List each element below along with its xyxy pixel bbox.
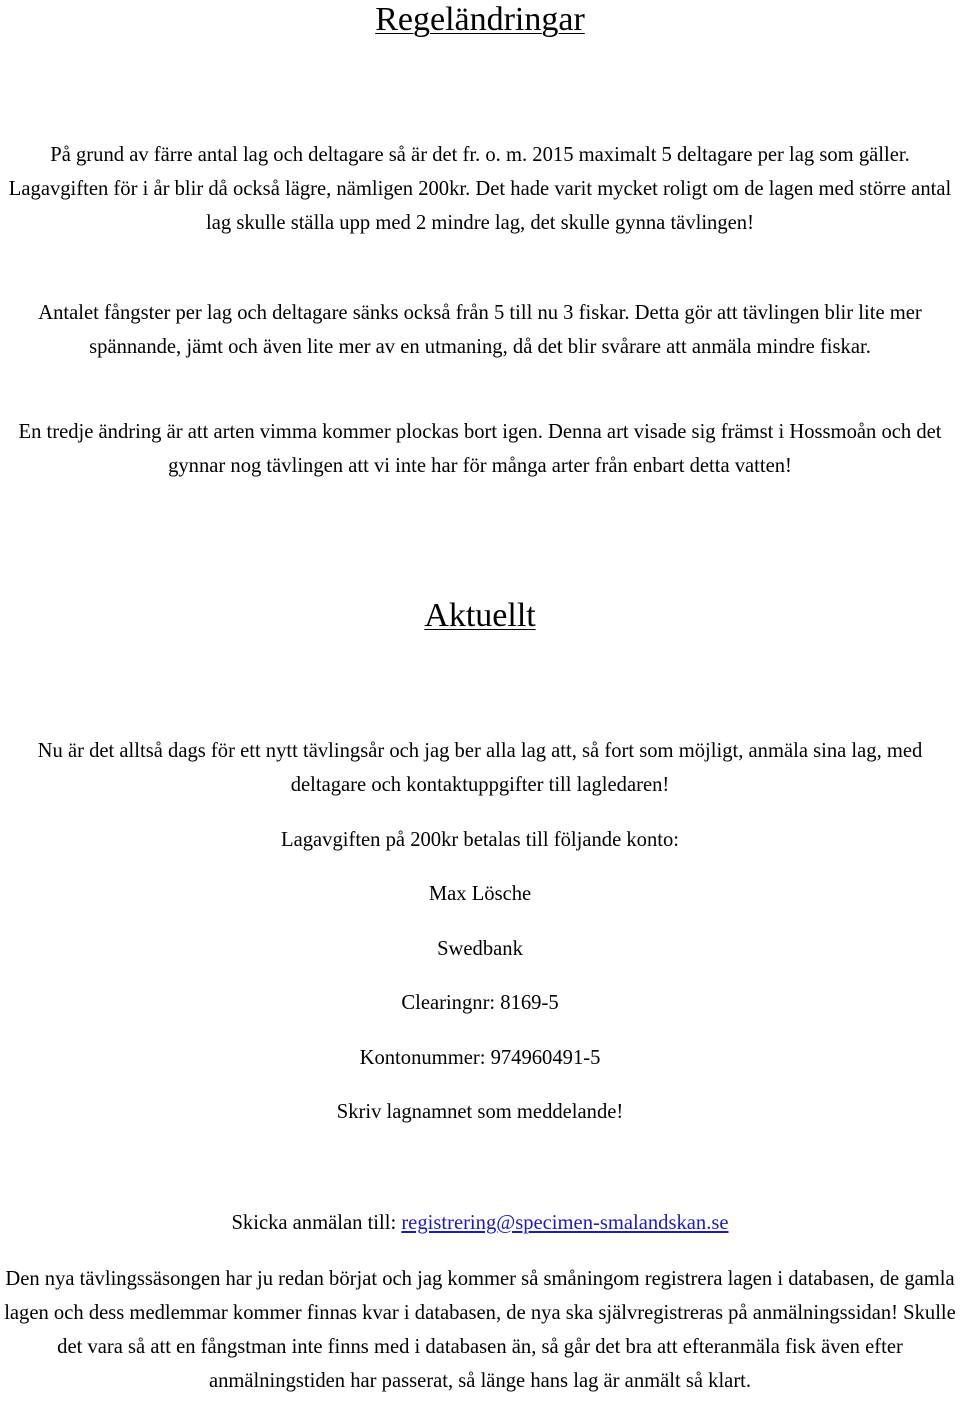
registration-intro-paragraph: Nu är det alltså dags för ett nytt tävlingsår och jag ber alla lag att, så fort som möjligt, anmäla sina lag, med deltagare och kontaktuppgifter till lagledaren! <box>37 740 923 796</box>
send-registration-label: Skicka anmälan till: <box>231 1212 402 1234</box>
send-registration-line <box>0 1208 960 1238</box>
registration-email-link[interactable]: registrering@specimen-smalandskan.se <box>401 1212 729 1234</box>
current-news-heading: Aktuellt <box>424 597 536 634</box>
rule-changes-paragraph-1: På grund av färre antal lag och deltagare så är det fr. o. m. 2015 maximalt 5 deltagare per lag som gäller. Lagavgiften för i år blir då också lägre, nämligen 200kr. Det hade varit mycket roligt om de lagen med större antal lag skulle ställa upp med 2 mindre lag, det skulle gynna tävlingen! <box>8 144 952 234</box>
closing-paragraph: Den nya tävlingssäsongen har ju redan börjat och jag kommer så småningom registrera lagen i databasen, de gamla lagen och dess medlemmar kommer finnas kvar i databasen, de nya ska självregistreras på anmälningssidan! Skulle det vara så att en fångstman inte finns med i databasen än, så går det bra att efteranmäla fisk även efter anmälningstiden har passerat, så länge hans lag är anmält så klart. <box>4 1268 956 1392</box>
payment-message-instruction: Skriv lagnamnet som meddelande! <box>336 1101 624 1123</box>
bank-name: Swedbank <box>437 938 523 960</box>
rule-changes-paragraph-3: En tredje ändring är att arten vimma kommer plockas bort igen. Denna art visade sig främst i Hossmoån och det gynnar nog tävlingen att vi inte har för många arter från enbart detta vatten! <box>18 421 942 477</box>
account-holder-name: Max Lösche <box>428 883 532 905</box>
rule-changes-heading: Regeländringar <box>375 1 585 38</box>
fee-text: Lagavgiften på 200kr betalas till följande konto: <box>280 829 680 851</box>
account-number: Kontonummer: 974960491-5 <box>359 1047 601 1069</box>
clearing-number: Clearingnr: 8169-5 <box>401 992 559 1014</box>
rule-changes-paragraph-2: Antalet fångster per lag och deltagare sänks också från 5 till nu 3 fiskar. Detta gör att tävlingen blir lite mer spännande, jämt och även lite mer av en utmaning, då det blir svårare att anmäla mindre fiskar. <box>38 302 922 358</box>
